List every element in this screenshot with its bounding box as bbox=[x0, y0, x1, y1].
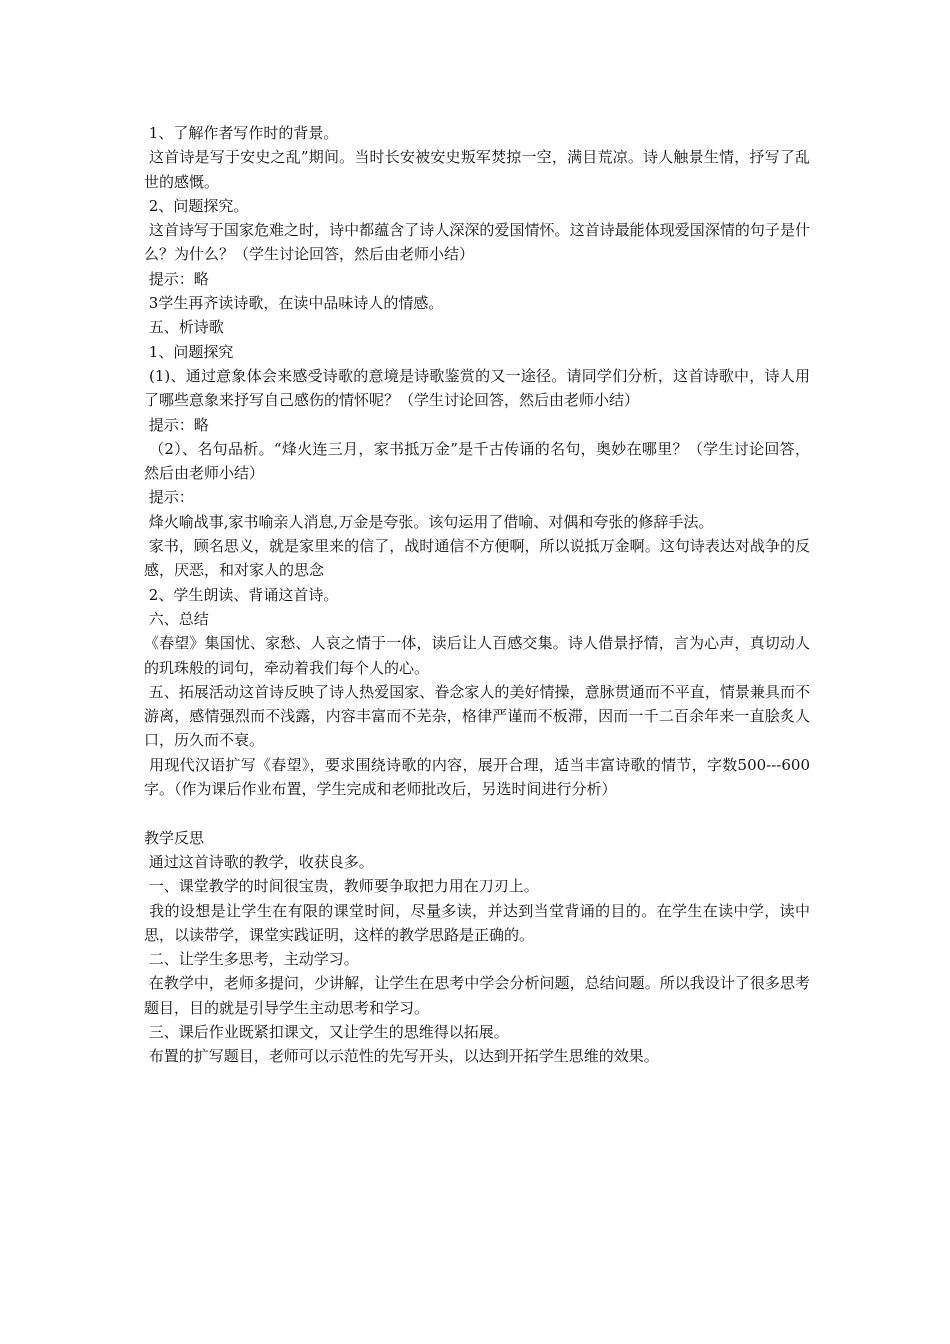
paragraph: 提示：略 bbox=[144, 269, 209, 288]
document-body bbox=[144, 121, 810, 1069]
paragraph: 通过这首诗歌的教学，收获良多。 bbox=[144, 852, 374, 871]
paragraph: 在教学中，老师多提问，少讲解，让学生在思考中学会分析问题，总结问题。所以我设计了很多思考题目，目的就是引导学生主动思考和学习。 bbox=[144, 974, 810, 1017]
paragraph: 1、问题探究 bbox=[144, 342, 234, 361]
paragraph: 三、课后作业既紧扣课文，又让学生的思维得以拓展。 bbox=[144, 1022, 509, 1041]
section-heading: 五、析诗歌 bbox=[144, 318, 224, 337]
paragraph: 2、问题探究。 bbox=[144, 196, 249, 215]
paragraph: 2、学生朗读、背诵这首诗。 bbox=[144, 585, 339, 604]
paragraph: 这首诗是写于安史之乱”期间。当时长安被安史叛军焚掠一空，满目荒凉。诗人触景生情，抒写了乱世的感慨。 bbox=[144, 148, 810, 191]
paragraph: 3学生再齐读诗歌，在读中品味诗人的情感。 bbox=[144, 294, 444, 313]
paragraph: 五、拓展活动这首诗反映了诗人热爱国家、眷念家人的美好情操，意脉贯通而不平直，情景兼具而不游离，感情强烈而不浅露，内容丰富而不芜杂，格律严谨而不板滞，因而一千二百余年来一直脍炙人口，历久而不衰。 bbox=[144, 682, 810, 750]
paragraph: 用现代汉语扩写《春望》，要求围绕诗歌的内容，展开合理，适当丰富诗歌的情节，字数500---600字。（作为课后作业布置，学生完成和老师批改后，另选时间进行分析） bbox=[144, 755, 810, 799]
paragraph: 一、课堂教学的时间很宝贵，教师要争取把力用在刀刃上。 bbox=[144, 877, 539, 896]
paragraph: 提示： bbox=[144, 488, 194, 507]
paragraph: 家书，顾名思义，就是家里来的信了，战时通信不方便啊，所以说抵万金啊。这句诗表达对战争的反感，厌恶，和对家人的思念 bbox=[144, 537, 810, 580]
paragraph: 烽火喻战事,家书喻亲人消息,万金是夸张。该句运用了借喻、对偶和夸张的修辞手法。 bbox=[144, 512, 714, 531]
blank-line bbox=[144, 801, 810, 825]
paragraph: （2）、名句品析。“烽火连三月，家书抵万金”是千古传诵的名句，奥妙在哪里？（学生讨论回答，然后由老师小结） bbox=[144, 439, 810, 483]
section-heading: 六、总结 bbox=[144, 609, 209, 628]
paragraph: 我的设想是让学生在有限的课堂时间，尽量多读，并达到当堂背诵的目的。在学生在读中学，读中思，以读带学，课堂实践证明，这样的教学思路是正确的。 bbox=[144, 901, 810, 944]
paragraph: 二、让学生多思考，主动学习。 bbox=[144, 950, 359, 969]
paragraph: 这首诗写于国家危难之时，诗中都蕴含了诗人深深的爱国情怀。这首诗最能体现爱国深情的句子是什么？为什么？（学生讨论回答，然后由老师小结） bbox=[144, 221, 810, 264]
paragraph: 1、了解作者写作时的背景。 bbox=[144, 124, 339, 142]
paragraph: 提示：略 bbox=[144, 415, 209, 434]
paragraph: (1)、通过意象体会来感受诗歌的意境是诗歌鉴赏的又一途径。请同学们分析，这首诗歌中，诗人用了哪些意象来抒写自己感伤的情怀呢？（学生讨论回答，然后由老师小结） bbox=[144, 366, 810, 410]
paragraph: 布置的扩写题目，老师可以示范性的先写开头，以达到开拓学生思维的效果。 bbox=[144, 1047, 659, 1066]
paragraph: 《春望》集国忧、家愁、人哀之情于一体，读后让人百感交集。诗人借景抒情，言为心声，真切动人的玑珠般的词句，牵动着我们每个人的心。 bbox=[144, 634, 810, 677]
section-title: 教学反思 bbox=[144, 828, 205, 847]
